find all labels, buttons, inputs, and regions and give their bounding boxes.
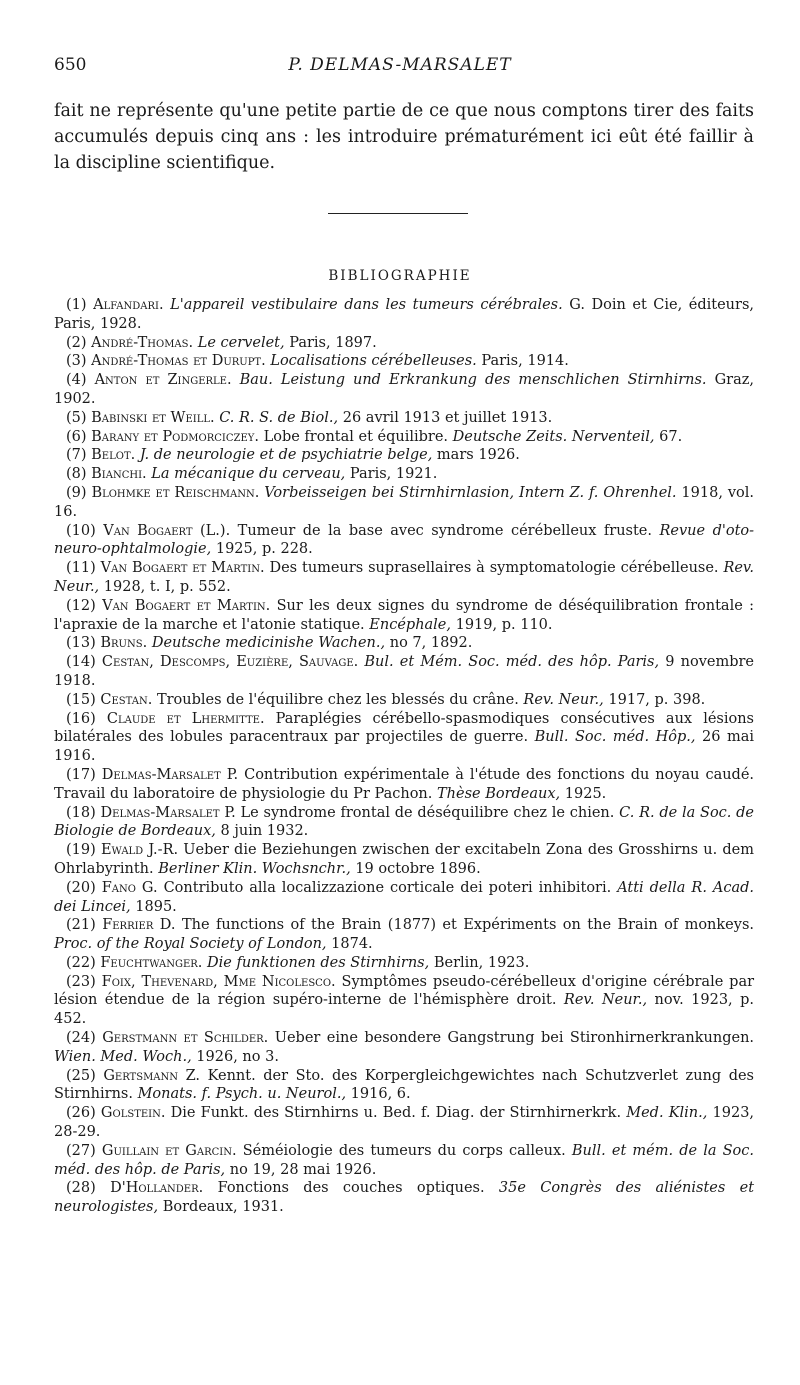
page-header: [54, 55, 746, 85]
reference-authors: Ewald J.-R.: [100, 842, 179, 859]
reference-entry: [54, 334, 754, 353]
reference-details: Sur les deux signes du syndrome de déséquilibration frontale : l'apraxie de la marche et l'atonie statique.: [54, 597, 754, 633]
reference-number: (7): [66, 447, 87, 464]
reference-title: Le cervelet,: [197, 334, 285, 351]
reference-journal: Rev. Neur.,: [563, 992, 648, 1009]
reference-number: (16): [66, 710, 96, 727]
reference-number: (9): [66, 484, 87, 501]
reference-authors: Gertsmann Z.: [103, 1067, 201, 1084]
section-divider: [328, 213, 468, 214]
reference-authors: Bianchi.: [91, 466, 147, 483]
reference-details: 8 juin 1932.: [215, 823, 309, 840]
reference-journal: Revue d'oto-neuro-ophtalmologie,: [54, 522, 755, 558]
reference-details: Ueber die Beziehungen zwischen der excitabeln Zona des Grosshirns u. dem Ohrlabyrinth.: [54, 842, 755, 877]
reference-journal: Berliner Klin. Wochsnchr.,: [158, 860, 351, 877]
reference-details: Berlin, 1923.: [429, 954, 530, 971]
reference-details: mars 1926.: [432, 447, 520, 464]
reference-entry: [54, 1029, 754, 1067]
reference-number: (8): [66, 466, 87, 483]
reference-details: Paraplégies cérébello-spasmodiques consécutives aux lésions bilatérales des lobules paracentraux par projectiles de guerre.: [54, 710, 755, 746]
reference-number: (21): [66, 917, 96, 934]
reference-title: J. de neurologie et de psychiatrie belge,: [139, 447, 433, 464]
reference-journal: Bull. Soc. méd. Hôp.,: [534, 729, 696, 746]
reference-details: 1923, 28-29.: [54, 1105, 755, 1141]
reference-number: (2): [66, 334, 87, 351]
reference-entry: [54, 916, 754, 954]
reference-number: (1): [66, 297, 87, 313]
reference-title: Deutsche medicinishe Wachen.,: [151, 635, 386, 652]
reference-entry: [54, 1067, 754, 1105]
reference-journal: Monats. f. Psych. u. Neurol.,: [137, 1086, 347, 1103]
reference-journal: Deutsche Zeits. Nerventeil,: [452, 428, 655, 445]
reference-details: 1926, no 3.: [191, 1048, 279, 1065]
reference-title: Bau. Leistung und Erkrankung des menschlichen Stirnhirns.: [239, 372, 707, 389]
reference-journal: Med. Klin.,: [626, 1105, 708, 1122]
reference-details: 26 mai 1916.: [54, 729, 755, 765]
reference-journal: Encéphale,: [369, 616, 451, 633]
reference-authors: Golstein.: [100, 1105, 166, 1122]
reference-journal: Rev. Neur.,: [54, 560, 755, 595]
reference-number: (22): [66, 954, 96, 971]
reference-entry: [54, 1142, 754, 1180]
reference-authors: André-Thomas et Durupt.: [91, 353, 266, 370]
reference-title: Bul. et Mém. Soc. méd. des hôp. Paris,: [364, 654, 660, 671]
reference-journal: Thèse Bordeaux,: [436, 785, 561, 802]
reference-title: La mécanique du cerveau,: [151, 466, 346, 483]
reference-details: nov. 1923, p. 452.: [54, 992, 754, 1028]
reference-authors: Foix, Thevenard, Mme Nicolesco.: [101, 973, 336, 990]
reference-details: 1916, 6.: [346, 1086, 411, 1103]
reference-details: The functions of the Brain (1877) et Expériments on the Brain of monkeys.: [181, 917, 755, 934]
reference-authors: Van Bogaert et Martin.: [102, 597, 271, 614]
reference-details: 1895.: [130, 898, 177, 915]
reference-details: Bordeaux, 1931.: [158, 1199, 284, 1216]
reference-entry: [54, 371, 754, 409]
reference-authors: Anton et Zingerle.: [94, 372, 232, 389]
reference-details: 26 avril 1913 et juillet 1913.: [338, 409, 553, 426]
reference-number: (13): [66, 635, 96, 652]
reference-number: (25): [66, 1067, 96, 1084]
reference-authors: Feuchtwanger.: [100, 954, 203, 971]
reference-entry: [54, 296, 754, 334]
reference-details: G. Doin et Cie, éditeurs, Paris, 1928.: [54, 297, 755, 332]
reference-details: Paris, 1914.: [476, 353, 569, 370]
reference-list: [54, 296, 754, 1217]
reference-entry: [54, 428, 754, 447]
reference-details: 1874.: [326, 936, 373, 953]
reference-number: (19): [66, 842, 96, 859]
reference-title: L'appareil vestibulaire dans les tumeurs cérébrales.: [170, 297, 563, 313]
reference-journal: Wien. Med. Woch.,: [54, 1048, 192, 1065]
reference-entry: [54, 352, 754, 371]
reference-number: (10): [66, 522, 96, 539]
reference-details: 19 octobre 1896.: [350, 860, 481, 877]
reference-number: (18): [66, 804, 96, 821]
reference-entry: [54, 522, 754, 560]
reference-details: no 7, 1892.: [385, 635, 473, 652]
reference-entry: [54, 691, 754, 710]
reference-number: (15): [66, 691, 96, 708]
reference-authors: Alfandari.: [93, 297, 164, 313]
reference-number: (26): [66, 1105, 96, 1122]
reference-number: (12): [66, 597, 96, 614]
reference-details: Lobe frontal et équilibre.: [263, 428, 453, 445]
reference-entry: [54, 597, 754, 635]
reference-details: 67.: [654, 428, 683, 445]
reference-entry: [54, 559, 754, 597]
reference-authors: Claude et Lhermitte.: [106, 710, 265, 727]
reference-details: Graz, 1902.: [54, 372, 754, 407]
reference-details: Séméiologie des tumeurs du corps calleux.: [242, 1142, 572, 1159]
reference-title: Die funktionen des Stirnhirns,: [207, 954, 430, 971]
reference-number: (28): [66, 1180, 96, 1197]
reference-journal: Proc. of the Royal Society of London,: [54, 936, 327, 953]
reference-journal: Rev. Neur.,: [523, 691, 604, 708]
reference-details: Fonctions des couches optiques.: [217, 1180, 499, 1197]
reference-entry: [54, 484, 754, 522]
reference-details: Ueber eine besondere Gangstrung bei Stironhirnerkrankungen.: [274, 1030, 755, 1047]
reference-details: Paris, 1897.: [284, 334, 377, 351]
reference-authors: Van Bogaert et Martin.: [100, 560, 265, 577]
reference-authors: Delmas-Marsalet P.: [100, 804, 236, 821]
reference-entry: [54, 973, 754, 1029]
reference-details: Troubles de l'équilibre chez les blessés du crâne.: [156, 691, 524, 708]
reference-entry: [54, 710, 754, 766]
bibliography-heading: BIBLIOGRAPHIE: [328, 268, 472, 284]
reference-details: Des tumeurs suprasellaires à symptomatologie cérébelleuse.: [269, 560, 724, 577]
reference-number: (6): [66, 428, 87, 445]
reference-details: 1928, t. I, p. 552.: [99, 578, 231, 595]
reference-number: (3): [66, 353, 87, 370]
reference-details: Paris, 1921.: [345, 466, 438, 483]
reference-details: Kennt. der Sto. des Korpergleichgewichtes nach Schutzverlet zung des Stirnhirns.: [54, 1067, 755, 1103]
reference-authors: Belot.: [91, 447, 136, 464]
reference-authors: Ferrier D.: [102, 917, 176, 934]
page-number: 650: [54, 55, 87, 75]
reference-details: Le syndrome frontal de déséquilibre chez le chien.: [240, 804, 620, 821]
reference-authors: Barany et Podmorciczey.: [91, 428, 259, 445]
reference-details: 9 novembre 1918.: [54, 654, 755, 689]
reference-entry: [54, 954, 754, 973]
intro-paragraph: fait ne représente qu'une petite partie de ce que nous comptons tirer des faits accumulés depuis cinq ans : les introduire prématurément ici eût été faillir à la discipline scientifique.: [54, 101, 754, 173]
reference-entry: [54, 653, 754, 691]
reference-details: 1919, p. 110.: [451, 616, 553, 633]
reference-number: (27): [66, 1142, 96, 1159]
reference-number: (5): [66, 409, 87, 426]
reference-authors: Babinski et Weill.: [91, 409, 215, 426]
reference-number: (24): [66, 1030, 96, 1047]
reference-entry: [54, 879, 754, 917]
reference-authors: Guillain et Garcin.: [101, 1142, 237, 1159]
reference-authors: Cestan.: [100, 691, 153, 708]
reference-entry: [54, 766, 754, 804]
running-head: P. DELMAS-MARSALET: [288, 55, 512, 75]
reference-authors: Gerstmann et Schilder.: [102, 1030, 269, 1047]
reference-authors: André-Thomas.: [91, 334, 194, 351]
reference-title: C. R. S. de Biol.,: [219, 409, 339, 426]
reference-details: 1925.: [560, 785, 607, 802]
reference-number: (4): [66, 372, 87, 389]
reference-details: Die Funkt. des Stirnhirns u. Bed. f. Diag. der Stirnhirnerkrk.: [170, 1105, 627, 1122]
reference-authors: Van Bogaert (L.).: [103, 522, 231, 539]
reference-details: Symptômes pseudo-cérébelleux d'origine cérébrale par lésion étendue de la région supéro-interne de l'hémisphère droit.: [54, 973, 755, 1009]
reference-number: (17): [66, 766, 96, 783]
reference-entry: [54, 465, 754, 484]
reference-journal: Atti della R. Acad. dei Lincei,: [54, 879, 755, 915]
reference-entry: [54, 1179, 754, 1217]
reference-title: Localisations cérébelleuses.: [270, 353, 477, 370]
reference-entry: [54, 841, 754, 879]
reference-authors: D'Hollander.: [110, 1180, 204, 1197]
reference-entry: [54, 634, 754, 653]
reference-details: 1918, vol. 16.: [54, 484, 755, 520]
reference-journal: 35e Congrès des aliénistes et neurologistes,: [54, 1180, 755, 1216]
reference-details: Tumeur de la base avec syndrome cérébelleux fruste.: [237, 522, 660, 539]
reference-number: (11): [66, 560, 96, 577]
reference-entry: [54, 446, 754, 465]
reference-journal: Bull. et mém. de la Soc. méd. des hôp. de Paris,: [54, 1142, 754, 1178]
reference-details: Contributo alla localizzazione corticale dei poteri inhibitori.: [163, 879, 618, 896]
reference-authors: Bruns.: [100, 635, 148, 652]
reference-details: Contribution expérimentale à l'étude des fonctions du noyau caudé. Travail du laboratoire de physiologie du Pr Pachon.: [54, 766, 755, 802]
reference-journal: C. R. de la Soc. de Biologie de Bordeaux,: [54, 804, 755, 840]
reference-entry: [54, 804, 754, 842]
reference-authors: Fano G.: [101, 879, 158, 896]
reference-authors: Delmas-Marsalet P.: [101, 766, 239, 783]
reference-details: 1917, p. 398.: [603, 691, 706, 708]
reference-number: (23): [66, 973, 96, 990]
reference-details: 1925, p. 228.: [211, 541, 313, 558]
reference-title: Vorbeisseigen bei Stirnhirnlasion, Intern Z. f. Ohrenhel.: [264, 484, 677, 501]
reference-number: (14): [66, 654, 96, 671]
reference-authors: Cestan, Descomps, Euzière, Sauvage.: [101, 654, 359, 671]
reference-number: (20): [66, 879, 96, 896]
reference-authors: Blohmke et Reischmann.: [91, 484, 260, 501]
reference-entry: [54, 409, 754, 428]
reference-entry: [54, 1104, 754, 1142]
reference-details: no 19, 28 mai 1926.: [225, 1161, 377, 1178]
